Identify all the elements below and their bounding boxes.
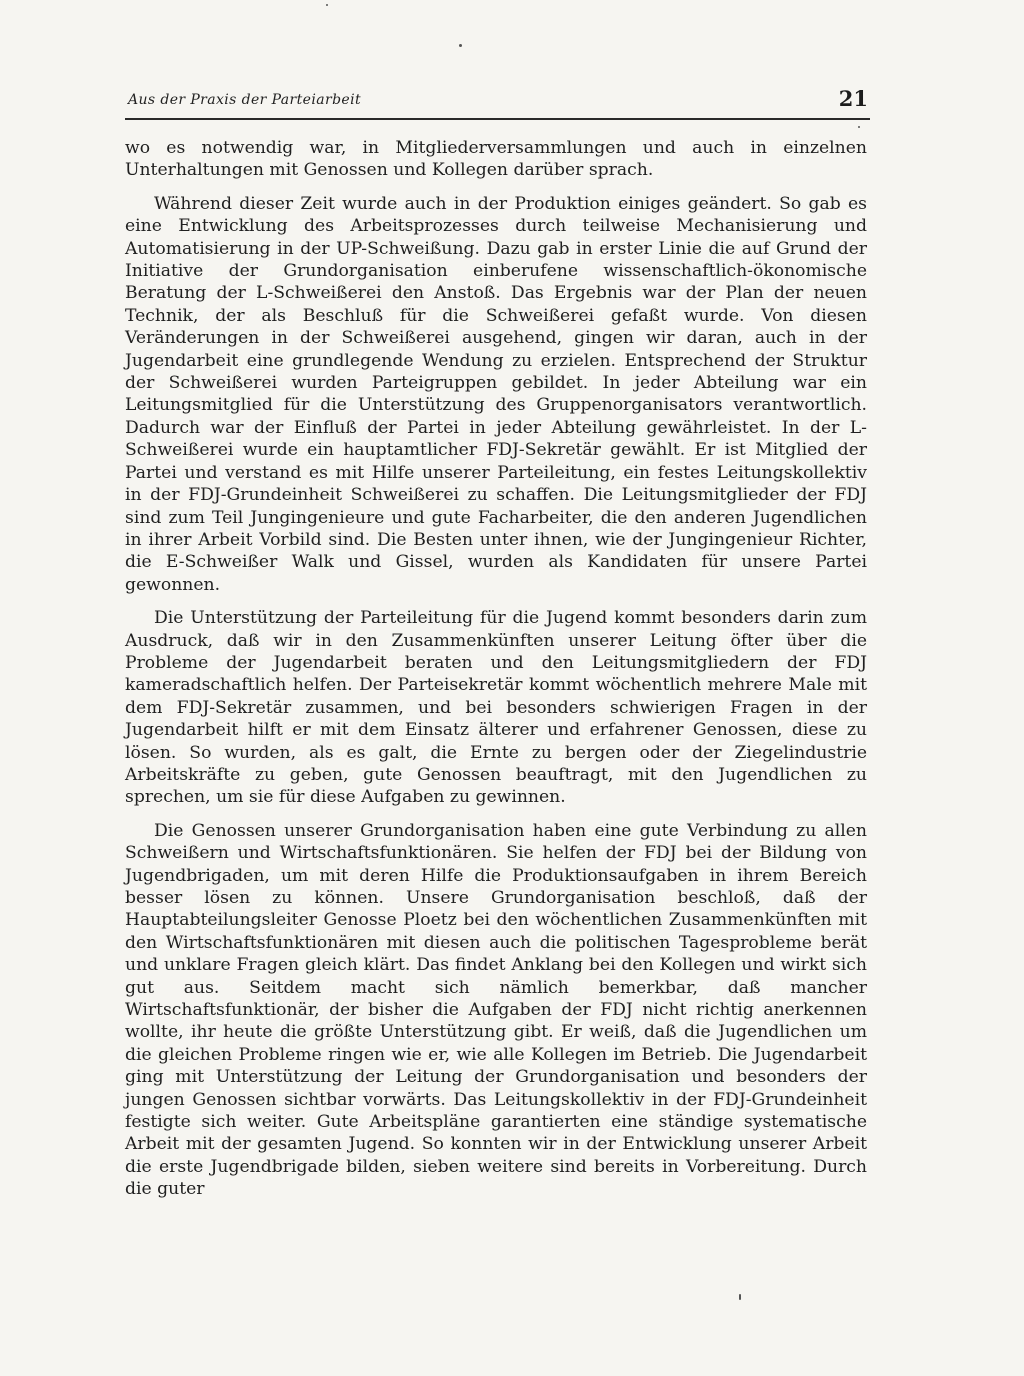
paragraph-3: Die Unterstützung der Parteileitung für die Jugend kommt besonders darin zum Ausdruck, daß wir in den Zusammenkünften unserer Leitung öfter über die Probleme der Jugendarbeit beraten und den Leitungsmitgliedern der FDJ kameradschaftlich helfen. Der Parteisekretär kommt wöchentlich mehrere Male mit dem FDJ-Sekretär zusammen, und bei besonders schwierigen Fragen in der Jugendarbeit hilft er mit dem Einsatz älterer und erfahrener Genossen, diese zu lösen. So wurden, als es galt, die Ernte zu bergen oder der Ziegelindustrie Arbeitskräfte zu geben, gute Genossen beauftragt, mit den Jugendlichen zu sprechen, um sie für diese Aufgaben zu gewinnen. <box>125 608 867 808</box>
print-speck <box>326 4 328 6</box>
running-title: Aus der Praxis der Parteiarbeit <box>128 92 362 108</box>
paragraph-1: wo es notwendig war, in Mitgliederversammlungen und auch in einzelnen Unterhaltungen mit Genossen und Kollegen darüber sprach. <box>125 138 867 181</box>
print-speck <box>459 44 462 47</box>
print-speck <box>739 1294 741 1300</box>
running-header <box>125 84 870 120</box>
print-speck <box>858 126 860 128</box>
body-text <box>125 137 867 1212</box>
paragraph-4: Die Genossen unserer Grundorganisation haben eine gute Verbindung zu allen Schweißern und Wirtschaftsfunktionären. Sie helfen der FDJ bei der Bildung von Jugendbrigaden, um mit deren Hilfe die Produktionsaufgaben in ihrem Bereich besser lösen zu können. Unsere Grundorganisation beschloß, daß der Hauptabteilungsleiter Genosse Ploetz bei den wöchentlichen Zusammenkünften mit den Wirtschaftsfunktionären mit diesen auch die politischen Tagesprobleme berät und unklare Fragen gleich klärt. Das findet Anklang bei den Kollegen und wirkt sich gut aus. Seitdem macht sich nämlich bemerkbar, daß mancher Wirtschaftsfunktionär, der bisher die Aufgaben der FDJ nicht richtig anerkennen wollte, ihr heute die größte Unterstützung gibt. Er weiß, daß die Jugendlichen um die gleichen Probleme ringen wie er, wie alle Kollegen im Betrieb. Die Jugendarbeit ging mit Unterstützung der Leitung der Grundorganisation und besonders der jungen Genossen sichtbar vorwärts. Das Leitungskollektiv in der FDJ-Grundeinheit festigte sich weiter. Gute Arbeitspläne garantierten eine ständige systematische Arbeit mit der gesamten Jugend. So konnten wir in der Entwicklung unserer Arbeit die erste Jugendbrigade bilden, sieben weitere sind bereits in Vorbereitung. Durch die guter <box>125 820 867 1200</box>
paragraph-2: Während dieser Zeit wurde auch in der Produktion einiges geändert. So gab es eine Entwicklung des Arbeitsprozesses durch teilweise Mechanisierung und Automatisierung in der UP-Schweißung. Dazu gab in erster Linie die auf Grund der Initiative der Grundorganisation einberufene wissenschaftlich-ökonomische Beratung der L-Schweißerei den Anstoß. Das Ergebnis war der Plan der neuen Technik, der als Beschluß für die Schweißerei gefaßt wurde. Von diesen Veränderungen in der Schweißerei ausgehend, gingen wir daran, auch in der Jugendarbeit eine grundlegende Wendung zu erzielen. Entsprechend der Struktur der Schweißerei wurden Parteigruppen gebildet. In jeder Abteilung war ein Leitungsmitglied für die Unterstützung des Gruppenorganisators verantwortlich. Dadurch war der Einfluß der Partei in jeder Abteilung gewährleistet. In der L-Schweißerei wurde ein hauptamtlicher FDJ-Sekretär gewählt. Er ist Mitglied der Partei und verstand es mit Hilfe unserer Parteileitung, ein festes Leitungskollektiv in der FDJ-Grundeinheit Schweißerei zu schaffen. Die Leitungsmitglieder der FDJ sind zum Teil Jungingenieure und gute Facharbeiter, die den anderen Jugendlichen in ihrer Arbeit Vorbild sind. Die Besten unter ihnen, wie der Jungingenieur Richter, die E-Schweißer Walk und Gissel, wurden als Kandidaten für unsere Partei gewonnen. <box>125 193 867 595</box>
page-number: 21 <box>838 86 868 111</box>
